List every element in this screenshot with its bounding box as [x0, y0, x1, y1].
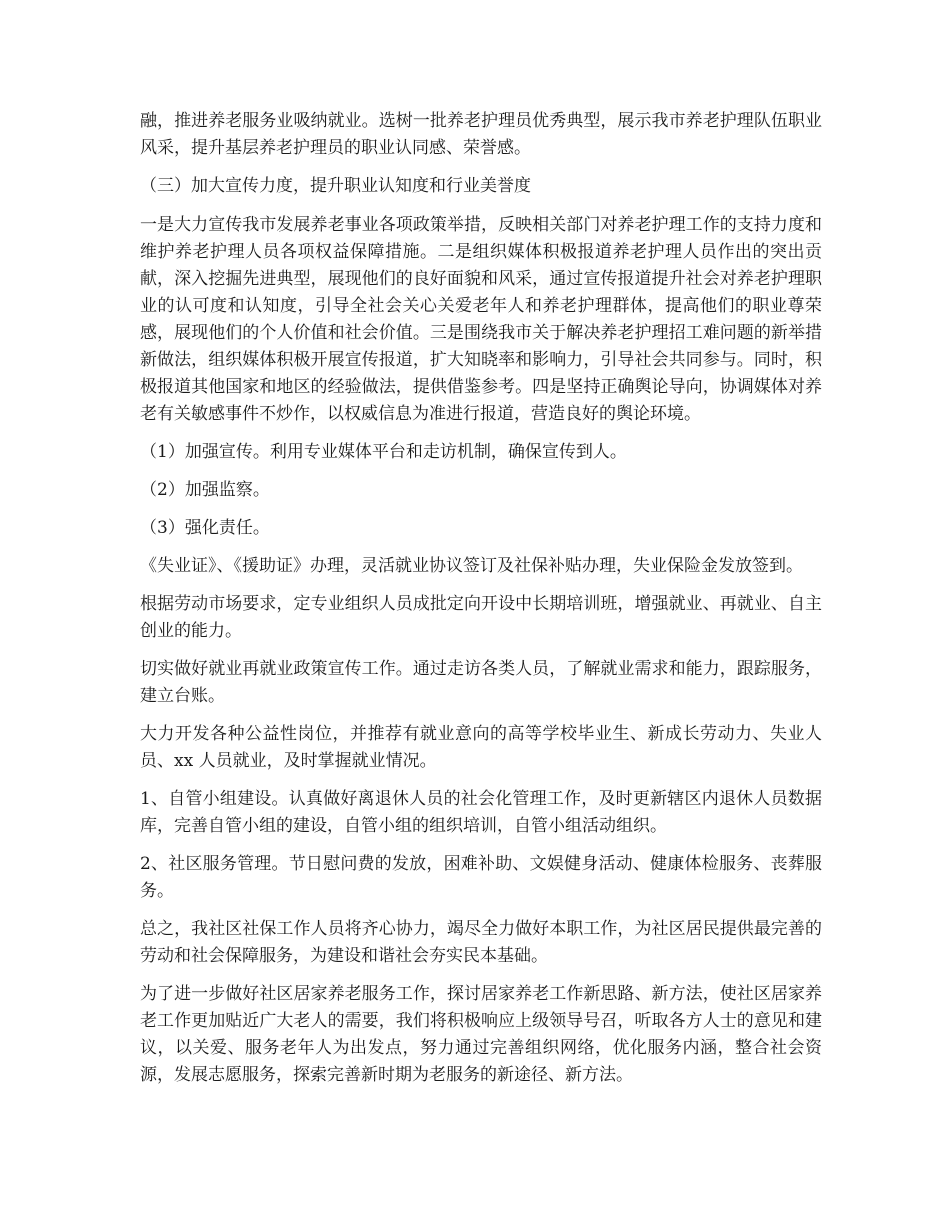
paragraph-training: 根据劳动市场要求，定专业组织人员成批定向开设中长期培训班，增强就业、再就业、自主创业的能力。: [140, 594, 822, 641]
paragraph-summary: 总之，我社区社保工作人员将齐心协力，竭尽全力做好本职工作，为社区居民提供最完善的劳动和社会保障服务，为建设和谐社会夯实民本基础。: [140, 919, 822, 966]
document-page: [140, 108, 822, 1100]
paragraph-publicity: 一是大力宣传我市发展养老事业各项政策举措，反映相关部门对养老护理工作的支持力度和维护养老护理人员各项权益保障措施。二是组织媒体积极报道养老护理人员作出的突出贡献，深入挖掘先进典型，展现他们的良好面貌和风采，通过宣传报道提升社会对养老护理职业的认可度和认知度，引导全社会关心关爱老年人和养老护理群体，提高他们的职业尊荣感，展现他们的个人价值和社会价值。三是围绕我市关于解决养老护理招工难问题的新举措新做法，组织媒体积极开展宣传报道，扩大知晓率和影响力，引导社会共同参与。同时，积极报道其他国家和地区的经验做法，提供借鉴参考。四是坚持正确舆论导向，协调媒体对养老有关敏感事件不炒作，以权威信息为准进行报道，营造良好的舆论环境。: [140, 215, 822, 424]
paragraph-self-management: 1、自管小组建设。认真做好离退休人员的社会化管理工作，及时更新辖区内退休人员数据库，完善自管小组的建设，自管小组的组织培训，自管小组活动组织。: [140, 789, 822, 836]
section-heading: （三）加大宣传力度，提升职业认知度和行业美誉度: [140, 176, 531, 196]
paragraph-community-service: 2、社区服务管理。节日慰问费的发放，困难补助、文娱健身活动、健康体检服务、丧葬服务。: [140, 854, 822, 901]
paragraph-certificates: 《失业证》、《援助证》办理，灵活就业协议签订及社保补贴办理，失业保险金发放签到。: [140, 556, 803, 576]
paragraph-continuation: 融，推进养老服务业吸纳就业。选树一批养老护理员优秀典型，展示我市养老护理队伍职业风采，提升基层养老护理员的职业认同感、荣誉感。: [140, 111, 822, 158]
paragraph-home-care: 为了进一步做好社区居家养老服务工作，探讨居家养老工作新思路、新方法，使社区居家养老工作更加贴近广大老人的需要，我们将积极响应上级领导号召，听取各方人士的意见和建议，以关爱、服务老年人为出发点，努力通过完善组织网络，优化服务内涵，整合社会资源，发展志愿服务，探索完善新时期为老服务的新途径、新方法。: [140, 984, 822, 1085]
list-item: （1）加强宣传。利用专业媒体平台和走访机制，确保宣传到人。: [140, 442, 627, 462]
paragraph-public-posts: 大力开发各种公益性岗位，并推荐有就业意向的高等学校毕业生、新成长劳动力、失业人员、xx 人员就业，及时掌握就业情况。: [140, 724, 822, 771]
list-item: （2）加强监察。: [140, 480, 270, 500]
paragraph-policy: 切实做好就业再就业政策宣传工作。通过走访各类人员，了解就业需求和能力，跟踪服务，建立台账。: [140, 659, 822, 706]
list-item: （3）强化责任。: [140, 518, 270, 538]
